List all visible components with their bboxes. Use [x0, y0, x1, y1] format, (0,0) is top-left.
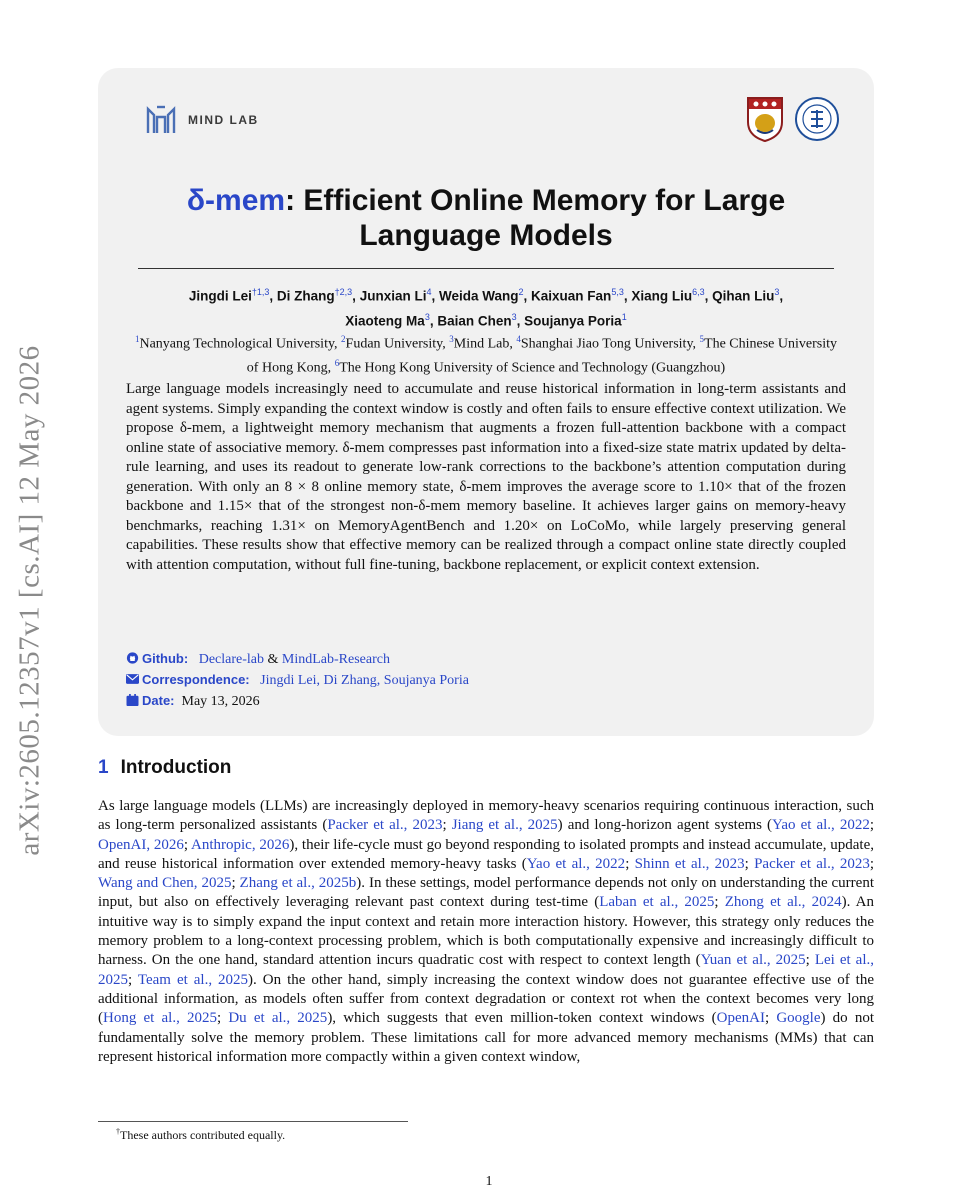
- citation-link[interactable]: Hong et al., 2025: [103, 1010, 217, 1027]
- affiliation-name: Fudan University,: [345, 336, 450, 352]
- affiliation-name: Nanyang Technological University,: [139, 336, 342, 352]
- title-method-name: δ-mem: [186, 184, 286, 217]
- body-text: ). An intuitive way is to simply expand the input context and retain more interaction history. However, this strategy only reduces the memory problem to a long-context processing problem, which is both computationally expensive and increasingly difficult to harness. On the one hand, standard attention incurs quadratic cost with respect to context length (: [98, 894, 874, 969]
- author-affiliation-mark[interactable]: †1,3: [251, 287, 270, 297]
- citation-link[interactable]: Zhang et al., 2025b: [239, 875, 357, 892]
- body-text: ). In these settings, model performance depends not only on understanding the current input, but also on effectively leveraging relevant past context during test-time (: [98, 875, 874, 911]
- calendar-icon: [126, 694, 139, 706]
- title-panel: [98, 68, 874, 736]
- affiliation-number: 3: [449, 334, 454, 344]
- logo-text: MIND LAB: [188, 113, 259, 127]
- author-affiliation-mark[interactable]: 5,3: [611, 287, 624, 297]
- footnote-mark: †: [116, 1127, 120, 1136]
- citation-link[interactable]: Zhong et al., 2024: [724, 894, 842, 911]
- citation-link[interactable]: Team et al., 2025: [137, 971, 249, 988]
- arxiv-sidebar: [10, 310, 50, 890]
- mind-lab-logo-icon: [144, 103, 178, 137]
- affiliation-number: 5: [699, 334, 705, 344]
- affiliation-name: The Chinese University of Hong Kong,: [246, 336, 838, 376]
- mind-lab-logo: [144, 103, 259, 137]
- github-label: Github:: [142, 651, 189, 666]
- author-name: Xiaoteng Ma: [345, 313, 425, 328]
- body-text: ). On the other hand, simply increasing the context window does not guarantee effective use of the additional information, as models often suffer from context degradation or context rot when the context becomes very long (: [98, 971, 874, 1027]
- body-text: As large language models (LLMs) are increasingly deployed in memory-heavy scenarios requiring continuous interaction, such as long-term personalized assistants (: [98, 798, 874, 834]
- github-icon: [126, 652, 139, 664]
- abstract: Large language models increasingly need to accumulate and reuse historical information in long-term assistants and agent systems. Simply expanding the context window is costly and often fails to ensure effective context utilization. We propose δ-mem, a lightweight memory mechanism that augments a frozen full-attention backbone with a compact online state of associative memory. δ-mem compresses past information into a fixed-size state matrix updated by delta-rule learning, and uses its readout to generate low-rank corrections to the backbone’s attention computation during generation. With only an 8 × 8 online memory state, δ-mem improves the average score to 1.10× that of the frozen backbone and 1.15× that of the strongest non-δ-mem memory baseline. It achieves larger gains on memory-heavy benchmarks, reaching 1.31× on MemoryAgentBench and 1.20× on LoCoMo, while largely preserving general capabilities. These results show that effective memory can be realized through a compact online state directly coupled with attention computation, without full fine-tuning, backbone replacement, or explicit context extension.: [126, 381, 846, 573]
- affiliation-name: Shanghai Jiao Tong University,: [520, 336, 700, 352]
- section-title: Introduction: [120, 757, 232, 778]
- introduction-paragraph: [98, 797, 874, 1067]
- affiliation-number: 6: [334, 357, 340, 368]
- section-number: 1: [98, 757, 109, 778]
- author-affiliation-mark[interactable]: 6,3: [692, 287, 705, 297]
- paper-metadata: [126, 649, 469, 712]
- citation-link[interactable]: Packer et al., 2023: [327, 817, 443, 834]
- author-affiliation-mark[interactable]: 1: [621, 311, 627, 322]
- author-name: Junxian Li: [359, 288, 427, 304]
- citation-link[interactable]: OpenAI: [716, 1010, 765, 1027]
- date-row: [126, 691, 469, 712]
- author-affiliation-mark[interactable]: 3: [774, 287, 780, 297]
- page-number: 1: [485, 1174, 493, 1189]
- date-label: Date:: [142, 693, 175, 708]
- footnote-text: These authors contributed equally.: [120, 1128, 286, 1142]
- author-affiliation-mark[interactable]: 4: [426, 287, 432, 297]
- author-name: Weida Wang: [438, 288, 519, 304]
- github-link-declare-lab[interactable]: Declare-lab: [198, 652, 265, 667]
- body-text: ;: [231, 875, 240, 892]
- github-row: [126, 649, 469, 670]
- body-text: ;: [128, 971, 138, 988]
- author-affiliation-mark[interactable]: 2: [518, 287, 524, 297]
- arxiv-identifier: arXiv:2605.12357v1 [cs.AI] 12 May 2026: [13, 344, 46, 856]
- citation-link[interactable]: Shinn et al., 2023: [634, 855, 745, 872]
- affiliation-number: 2: [341, 334, 346, 344]
- body-text: ;: [714, 894, 725, 911]
- citation-link[interactable]: OpenAI, 2026: [98, 836, 184, 853]
- ntu-crest-icon: [746, 96, 784, 142]
- title-divider: [138, 268, 834, 269]
- citation-link[interactable]: Jiang et al., 2025: [451, 817, 558, 834]
- body-text: ;: [183, 836, 192, 853]
- author-name: Jingdi Lei: [188, 288, 252, 304]
- body-text: ;: [442, 817, 452, 834]
- author-name: Xiang Liu: [631, 288, 693, 304]
- body-text: ) and long-horizon agent systems (: [557, 817, 773, 834]
- citation-link[interactable]: Yao et al., 2022: [526, 855, 626, 872]
- correspondence-links[interactable]: Jingdi Lei, Di Zhang, Soujanya Poria: [260, 673, 469, 688]
- body-text: ;: [869, 855, 875, 872]
- author-affiliation-mark[interactable]: 3: [511, 311, 517, 322]
- author-name: Baian Chen: [437, 313, 512, 328]
- author-name: Di Zhang: [276, 288, 335, 304]
- github-separator: &: [264, 652, 282, 667]
- affiliation-number: 1: [134, 334, 140, 344]
- citation-link[interactable]: Google: [776, 1010, 821, 1027]
- body-text: ;: [216, 1010, 229, 1027]
- affiliation-name: Mind Lab,: [453, 336, 517, 352]
- footnote: [116, 1127, 285, 1143]
- citation-link[interactable]: Yao et al., 2022: [772, 817, 870, 834]
- footnote-divider: [98, 1121, 408, 1122]
- body-text: ;: [625, 855, 635, 872]
- paper-title: [118, 183, 854, 253]
- citation-link[interactable]: Laban et al., 2025: [599, 894, 715, 911]
- correspondence-label: Correspondence:: [142, 672, 250, 687]
- author-affiliation-mark[interactable]: 3: [424, 311, 430, 322]
- title-text: : Efficient Online Memory for Large Language Models: [285, 184, 786, 252]
- body-text: ;: [744, 855, 755, 872]
- author-line-2: Xiaoteng Ma$^3$, Baian Chen$^3$, Soujanya Poria$^1$: [345, 311, 627, 328]
- citation-link[interactable]: Du et al., 2025: [228, 1010, 328, 1027]
- body-text: ) do not fundamentally solve the memory problem. These limitations call for more advanced memory mechanisms (MMs) that can represent historical information more compactly within a given context window,: [98, 1010, 875, 1065]
- author-affiliation-mark[interactable]: †2,3: [334, 287, 353, 297]
- author-line-1: Jingdi Lei$^{\dagger 1,3}$, Di Zhang$^{\dagger 2,3}$, Junxian Li$^4$, Weida Wang$^2$, Kaixuan Fan$^{5,3}$, Xiang Liu$^{6,3}$, Qihan Liu$^3$,: [188, 287, 784, 304]
- body-text: ;: [765, 1010, 777, 1027]
- body-text: ), which suggests that even million-token context windows (: [327, 1010, 717, 1027]
- envelope-icon: [126, 673, 139, 685]
- citation-link[interactable]: Lei et al., 2025: [98, 952, 874, 988]
- github-link-mindlab[interactable]: MindLab-Research: [281, 652, 390, 667]
- author-name: Soujanya Poria: [524, 313, 622, 328]
- author-name: Qihan Liu: [712, 288, 775, 304]
- university-seals: [746, 96, 840, 142]
- author-name: Kaixuan Fan: [531, 288, 612, 304]
- citation-link[interactable]: Yuan et al., 2025: [700, 952, 806, 969]
- author-list: [128, 282, 844, 331]
- body-text: ;: [869, 817, 875, 834]
- citation-link[interactable]: Wang and Chen, 2025: [98, 875, 232, 892]
- body-text: ;: [805, 952, 815, 969]
- affiliations: [128, 330, 844, 377]
- section-heading: [98, 757, 231, 779]
- date-value: May 13, 2026: [181, 694, 260, 709]
- citation-link[interactable]: Anthropic, 2026: [191, 836, 290, 853]
- citation-link[interactable]: Packer et al., 2023: [754, 855, 870, 872]
- affiliation-name: The Hong Kong University of Science and Technology (Guangzhou): [339, 360, 726, 376]
- body-text: ), their life-cycle must go beyond responding to isolated prompts and instead accumulate, update, and reuse historical information over extended memory-heavy tasks (: [98, 836, 874, 872]
- affiliation-number: 4: [516, 334, 521, 344]
- correspondence-row: [126, 670, 469, 691]
- fudan-seal-icon: [794, 96, 840, 142]
